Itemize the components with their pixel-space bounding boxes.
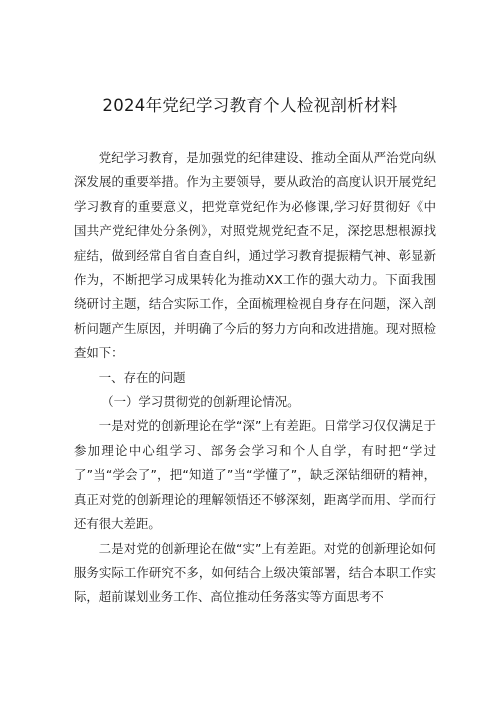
intro-paragraph: 党纪学习教育，是加强党的纪律建设、推动全面从严治党向纵深发展的重要举措。作为主要领导，要从政治的高度认识开展党纪学习教育的重要意义，把党章党纪作为必修课,学习好贯彻好《中国共产党纪律处分条例》，对照党规党纪查不足，深挖思想根源找症结，做到经常自省自查自纠，通过学习教育提振精气神、彰显新作为，不断把学习成果转化为推动XX工作的强大动力。下面我围绕研讨主题，结合实际工作，全面梳理检视自身存在问题，深入剖析问题产生原因，并明确了今后的努力方向和改进措施。现对照检查如下： <box>74 150 436 361</box>
section-heading: 一、存在的问题 <box>98 369 186 385</box>
document-title: 2024年党纪学习教育个人检视剖析材料 <box>102 96 398 115</box>
body-paragraph-2: 二是对党的创新理论在做“实”上有差距。对党的创新理论如何服务实际工作研究不多，如何结合上级决策部署，结合本职工作实际，超前谋划业务工作、高位推动任务落实等方面思考不 <box>74 540 436 605</box>
subsection-heading: （一）学习贯彻党的创新理论情况。 <box>101 394 300 410</box>
document-body <box>74 146 436 610</box>
body-paragraph-1: 一是对党的创新理论在学“深”上有差距。日常学习仅仅满足于参加理论中心组学习、部务会学习和个人自学，有时把“学过了”当“学会了”，把“知道了”当“学懂了”，缺乏深钻细研的精神，真正对党的创新理论的理解领悟还不够深刻，距离学而用、学而行还有很大差距。 <box>74 418 436 532</box>
